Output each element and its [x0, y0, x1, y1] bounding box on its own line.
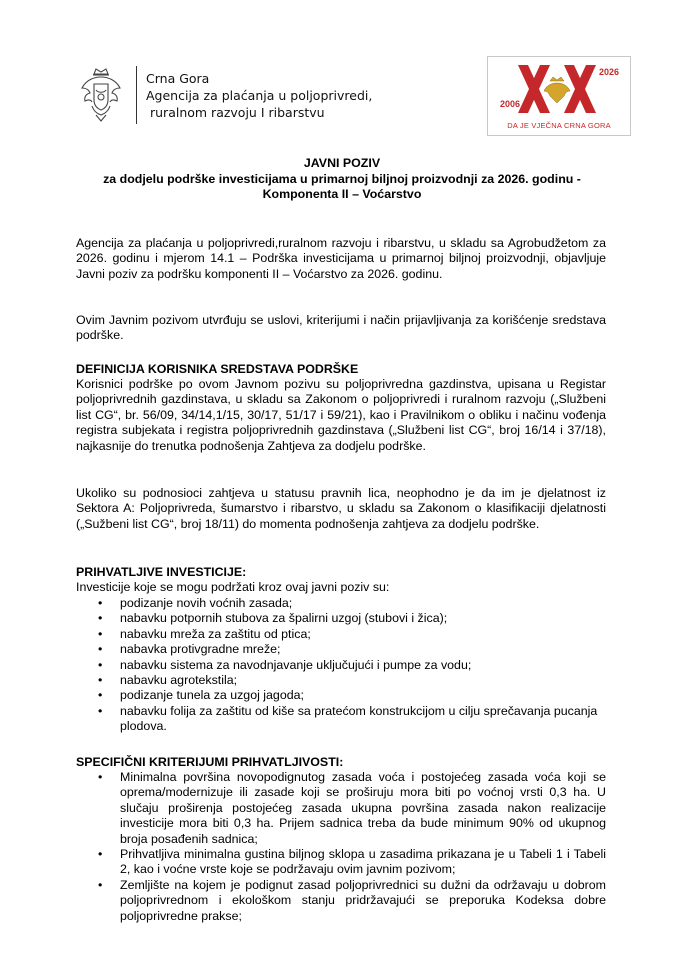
list-item: • nabavku agrotekstila;: [98, 673, 238, 688]
bullet-icon: •: [98, 673, 103, 688]
jubilee-logo: [487, 56, 631, 136]
kriterijumi-list: [76, 770, 606, 924]
title-line3: Komponenta II – Voćarstvo: [262, 187, 422, 201]
list-item: • nabavku folija za zaštitu od kiše sa pratećom konstrukcijom u cilju sprečavanja pucanja plodova.: [98, 703, 598, 734]
bullet-icon: •: [98, 688, 103, 703]
intro-paragraph-1: Agencija za plaćanja u poljoprivredi,ruralnom razvoju i ribarstvu, u skladu sa Agrobudžetom za 2026. godinu i mjerom 14.1 – Podrška investicijama u primarnoj biljnoj proizvodnji, objavljuje Javni poziv za podršku komponenti II – Voćarstvo za 2026. godinu.: [76, 236, 606, 281]
jubilee-year-end: 2026: [599, 67, 620, 77]
country-name: Crna Gora: [146, 71, 210, 86]
list-item: • podizanje tunela za uzgoj jagoda;: [98, 688, 304, 703]
bullet-icon: •: [98, 877, 103, 892]
section-heading-prihvatljive: PRIHVATLJIVE INVESTICIJE:: [76, 565, 247, 579]
bullet-icon: •: [98, 657, 103, 672]
header-divider: [136, 66, 137, 124]
bullet-icon: •: [98, 847, 103, 862]
list-item: • Zemljište na kojem je podignut zasad poljoprivrednici su dužni da održavaju u dobrom poljoprivrednom i ekološkom stanju pridržavajući se preporuka Kodeksa dobre poljoprivredne prakse;: [98, 877, 606, 923]
list-item: • Minimalna površina novopodignutog zasada voća i postojećeg zasada voća koji se oprema/modernizuje ili zasade koji se proširuju mora biti po voćnoj vrsti 0,3 ha. U slučaju proširenja postojećeg zasada ukupna površina zasada nakon realizacije investicije mora biti 0,3 ha. Prijem sadnica treba da bude minimum 90% od ukupnog broja posađenih sadnica;: [98, 770, 606, 846]
coat-of-arms-icon: [76, 66, 126, 124]
agency-name-line1: Agencija za plaćanja u poljoprivredi,: [146, 88, 373, 103]
bullet-icon: •: [98, 626, 103, 641]
agency-name-line2: ruralnom razvoju I ribarstvu: [150, 105, 325, 120]
definicija-paragraph-1: Korisnici podrške po ovom Javnom pozivu su poljoprivredna gazdinstva, upisana u Registar poljoprivrednih gazdinstava, u skladu sa Zakonom o poljoprivredi i ruralnom razvoju („Službeni list CG“, br. 56/09, 34/14,1/15, 30/17, 51/17 i 59/21), kao i Pravilnikom o obliku i načinu vođenja registra subjekata i registra poljoprivrednih gazdinstava („Službeni list CG“, broj 16/14 i 37/18), najkasnije do trenutka podnošenja Zahtjeva za dodjelu podrške.: [76, 377, 606, 453]
bullet-icon: •: [98, 770, 103, 784]
title-line2: za dodjelu podrške investicijama u primarnoj biljnoj proizvodnji za 2026. godinu -: [103, 171, 581, 186]
title-line1: JAVNI POZIV: [303, 156, 381, 170]
bullet-icon: •: [98, 611, 103, 626]
list-item: • nabavku sistema za navodnjavanje uključujući i pumpe za vodu;: [98, 657, 472, 672]
agency-block: [146, 70, 372, 121]
list-item: • nabavku potpornih stubova za špalirni uzgoj (stubovi i žica);: [98, 611, 448, 626]
prihvatljive-intro: Investicije koje se mogu podržati kroz ovaj javni poziv su:: [76, 580, 390, 594]
investicije-list: [76, 596, 606, 735]
section-heading-definicija: DEFINICIJA KORISNIKA SREDSTAVA PODRŠKE: [76, 362, 359, 376]
list-item: • Prihvatljiva minimalna gustina biljnog sklopa u zasadima prikazana je u Tabeli 1 i Tabeli 2, kao i voćne vrste koje se podržavaju ovim javnim pozivom;: [98, 847, 606, 877]
jubilee-motto: DA JE VJEČNA CRNA GORA: [507, 121, 611, 130]
definicija-paragraph-2: Ukoliko su podnosioci zahtjeva u statusu pravnih lica, neophodno je da im je djelatnost iz Sektora A: Poljoprivreda, šumarstvo i ribarstvo, u skladu sa Zakonom o klasifikaciji djelatnosti („Sužbeni list CG“, broj 18/11) do momenta podnošenja zahtjeva za dodjelu podrške.: [76, 486, 606, 531]
intro-paragraph-2: Ovim Javnim pozivom utvrđuju se uslovi, kriterijumi i način prijavljivanja za korišćenje sredstava podrške.: [76, 313, 606, 343]
list-item: • podizanje novih voćnih zasada;: [98, 596, 293, 610]
section-heading-kriterijumi: SPECIFIČNI KRITERIJUMI PRIHVATLJIVOSTI:: [76, 755, 344, 769]
bullet-icon: •: [98, 703, 103, 718]
list-item: • nabavku mreža za zaštitu od ptica;: [98, 626, 311, 641]
document-title: [60, 156, 624, 203]
list-item: • nabavka protivgradne mreže;: [98, 642, 281, 657]
jubilee-year-start: 2006: [500, 99, 521, 109]
bullet-icon: •: [98, 642, 103, 657]
bullet-icon: •: [98, 596, 103, 610]
